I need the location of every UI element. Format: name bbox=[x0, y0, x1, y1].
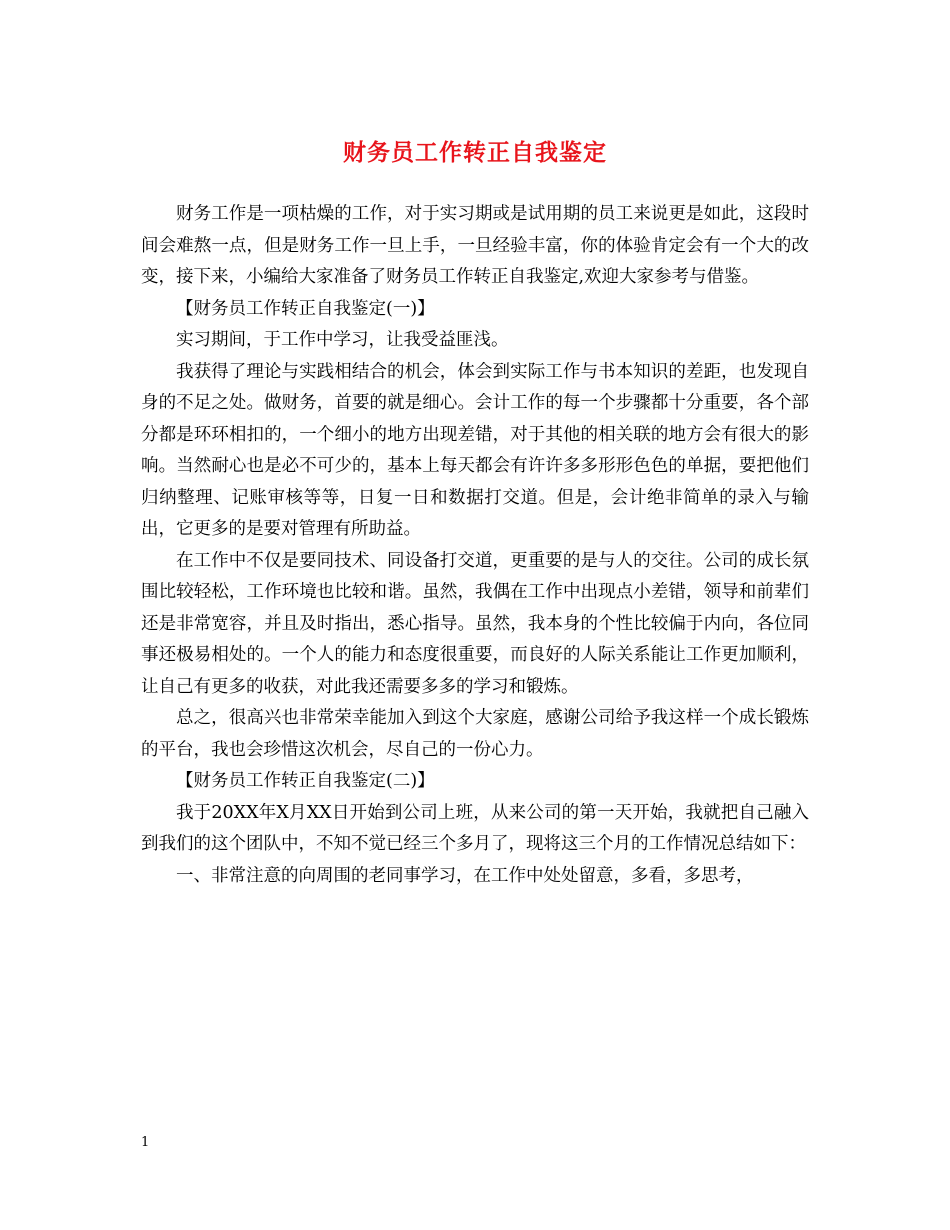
paragraph: 我于20XX年X月XX日开始到公司上班，从来公司的第一天开始，我就把自己融入到我们的这个团队中，不知不觉已经三个多月了，现将这三个月的工作情况总结如下： bbox=[141, 802, 809, 854]
paragraph: 总之，很高兴也非常荣幸能加入到这个大家庭，感谢公司给予我这样一个成长锻炼的平台，我也会珍惜这次机会，尽自己的一份心力。 bbox=[141, 708, 809, 760]
paragraph: 在工作中不仅是要同技术、同设备打交道，更重要的是与人的交往。公司的成长氛围比较轻松，工作环境也比较和谐。虽然，我偶在工作中出现点小差错，领导和前辈们还是非常宽容，并且及时指出，悉心指导。虽然，我本身的个性比较偏于内向，各位同事还极易相处的。一个人的能力和态度很重要，而良好的人际关系能让工作更加顺利，让自己有更多的收获，对此我还需要多多的学习和锻炼。 bbox=[141, 550, 809, 697]
paragraph: 我获得了理论与实践相结合的机会，体会到实际工作与书本知识的差距，也发现自身的不足之处。做财务，首要的就是细心。会计工作的每一个步骤都十分重要，各个部分都是环环相扣的，一个细小的地方出现差错，对于其他的相关联的地方会有很大的影响。当然耐心也是必不可少的，基本上每天都会有许许多多形形色色的单据，要把他们归纳整理、记账审核等等，日复一日和数据打交道。但是，会计绝非简单的录入与输出，它更多的是要对管理有所助益。 bbox=[141, 361, 809, 539]
document-title: 财务员工作转正自我鉴定 bbox=[343, 139, 607, 166]
page-number: 1 bbox=[141, 1135, 150, 1150]
document-body bbox=[141, 199, 809, 892]
paragraph: 实习期间，于工作中学习，让我受益匪浅。 bbox=[176, 330, 509, 350]
paragraph: 一、非常注意的向周围的老同事学习，在工作中处处留意，多看，多思考， bbox=[176, 865, 754, 886]
section-heading-1: 【财务员工作转正自我鉴定(一)】 bbox=[176, 298, 435, 319]
paragraph-intro: 财务工作是一项枯燥的工作，对于实习期或是试用期的员工来说更是如此，这段时间会难熬一点，但是财务工作一旦上手，一旦经验丰富，你的体验肯定会有一个大的改变，接下来，小编给大家准备了财务员工作转正自我鉴定,欢迎大家参考与借鉴。 bbox=[141, 204, 809, 287]
section-heading-2: 【财务员工作转正自我鉴定(二)】 bbox=[176, 771, 435, 791]
